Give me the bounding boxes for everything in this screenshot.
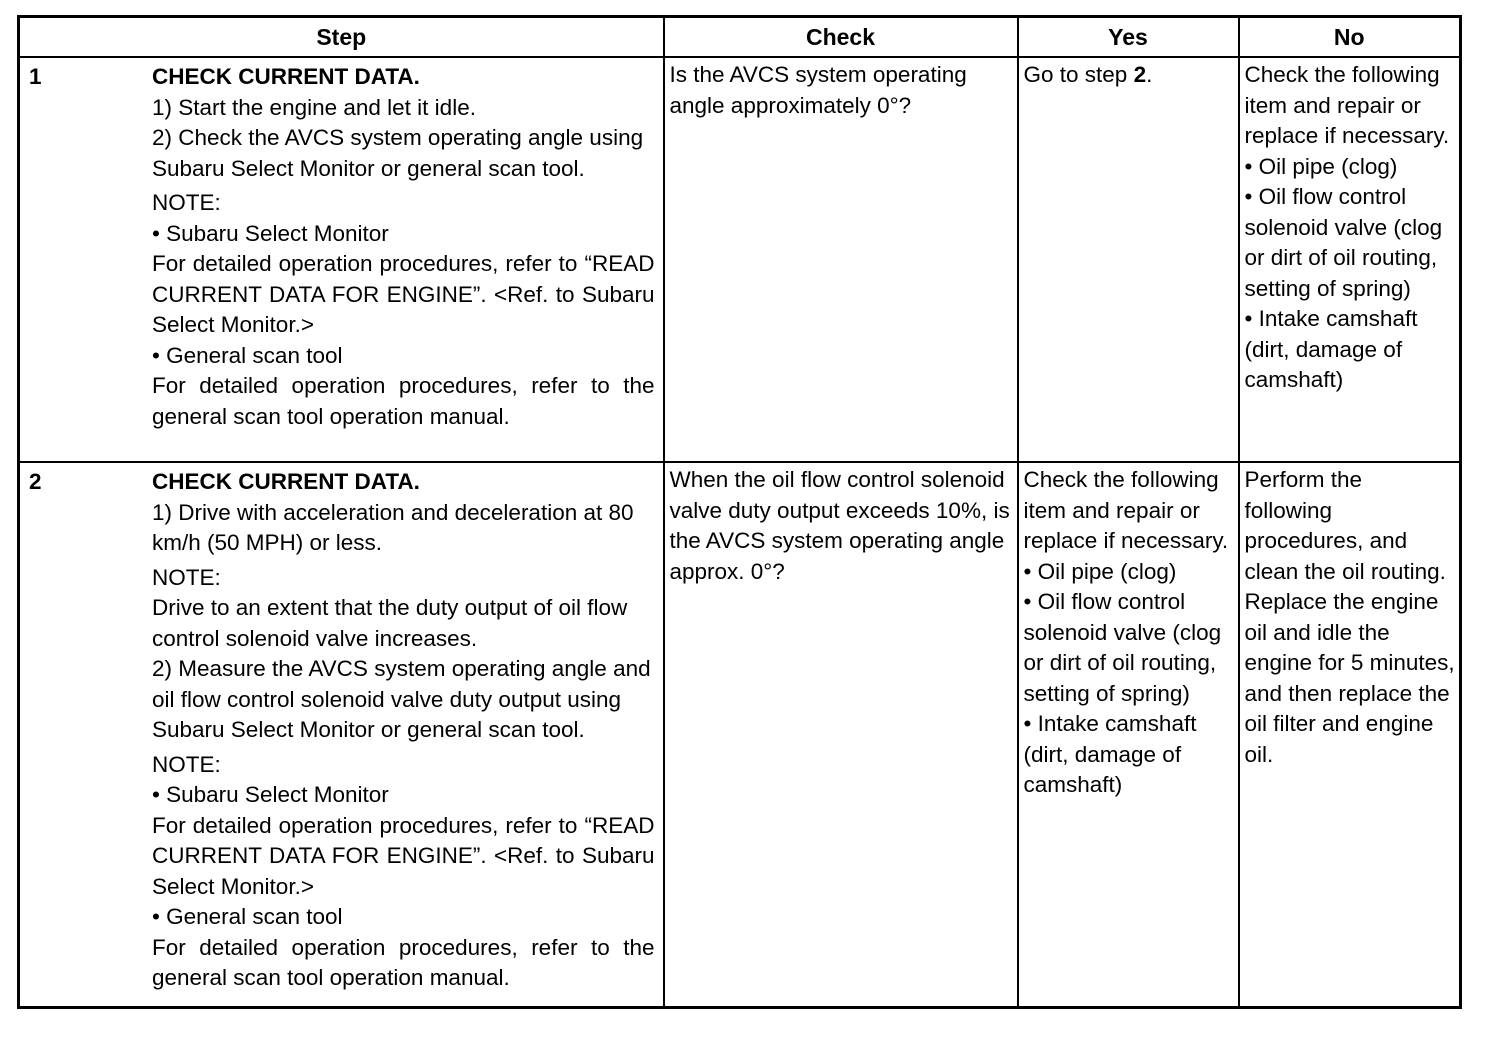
check-cell: Is the AVCS system operating angle approximately 0°? [664, 57, 1018, 462]
bullet-item: • Subaru Select Monitor [152, 782, 389, 807]
step-cell [19, 462, 664, 1007]
bullet-item: • General scan tool [152, 342, 343, 368]
no-cell: Perform the following procedures, and clean the oil routing. Replace the engine oil and idle the engine for 5 minutes, and then replace the oil filter and engine oil. [1239, 462, 1461, 1007]
step-title: CHECK CURRENT DATA. [152, 64, 420, 89]
step-number: 1 [29, 64, 42, 89]
table-row [19, 462, 1461, 1007]
header-row [19, 17, 1461, 58]
table-row [19, 57, 1461, 462]
step-instruction: 1) Start the engine and let it idle. [152, 94, 476, 120]
note-text: For detailed operation procedures, refer to “READ CURRENT DATA FOR ENGINE”. <Ref. to Subaru Select Monitor.> [152, 812, 655, 899]
note-label: NOTE: [152, 564, 221, 590]
header-no: No [1239, 17, 1461, 58]
note-text: For detailed operation procedures, refer to “READ CURRENT DATA FOR ENGINE”. <Ref. to Subaru Select Monitor.> [152, 251, 655, 337]
step-instruction: 2) Measure the AVCS system operating angle and oil flow control solenoid valve duty output using Subaru Select Monitor or general scan tool. [152, 656, 651, 742]
yes-suffix: . [1146, 62, 1153, 87]
header-check: Check [664, 17, 1018, 58]
step-instruction: 1) Drive with acceleration and deceleration at 80 km/h (50 MPH) or less. [152, 499, 634, 555]
yes-prefix: Go to step [1023, 62, 1134, 87]
step-instruction: 2) Check the AVCS system operating angle using Subaru Select Monitor or general scan tool. [152, 125, 644, 181]
step-cell [19, 57, 664, 462]
step-title: CHECK CURRENT DATA. [152, 469, 420, 494]
yes-step-ref: 2 [1133, 62, 1147, 87]
diagnostic-table [17, 15, 1462, 1009]
yes-cell: Check the following item and repair or replace if necessary. • Oil pipe (clog) • Oil flow control solenoid valve (clog or dirt of oil routing, setting of spring) • Intake camshaft (dirt, damage of camshaft) [1018, 462, 1239, 1007]
no-cell: Check the following item and repair or replace if necessary. • Oil pipe (clog) • Oil flow control solenoid valve (clog or dirt of oil routing, setting of spring) • Intake camshaft (dirt, damage of camshaft) [1239, 57, 1461, 462]
step-number: 2 [29, 469, 42, 494]
note-label: NOTE: [152, 190, 221, 215]
note-text: Drive to an extent that the duty output of oil flow control solenoid valve increases. [152, 595, 628, 651]
check-cell: When the oil flow control solenoid valve duty output exceeds 10%, is the AVCS system operating angle approx. 0°? [664, 462, 1018, 1007]
note-text: For detailed operation procedures, refer to the general scan tool operation manual. [152, 373, 655, 429]
bullet-item: • Subaru Select Monitor [152, 220, 389, 246]
header-step: Step [19, 17, 664, 58]
yes-cell [1018, 57, 1239, 462]
note-text: For detailed operation procedures, refer to the general scan tool operation manual. [152, 934, 655, 990]
bullet-item: • General scan tool [152, 904, 343, 929]
header-yes: Yes [1018, 17, 1239, 58]
note-label: NOTE: [152, 751, 221, 777]
